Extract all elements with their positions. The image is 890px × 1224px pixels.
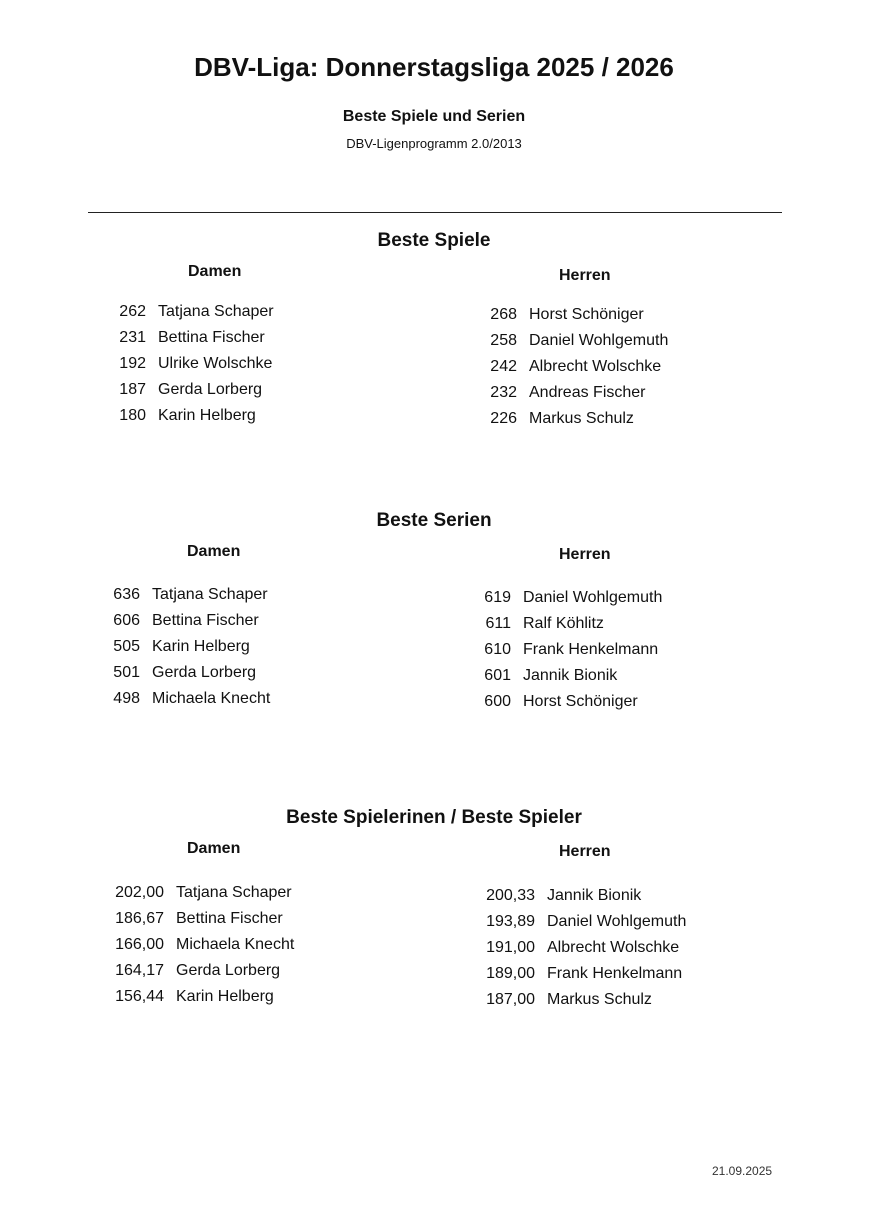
ranking-row — [477, 935, 686, 961]
player-name: Tatjana Schaper — [158, 303, 274, 320]
player-name: Markus Schulz — [547, 991, 652, 1008]
damen-list-serien — [106, 582, 270, 712]
player-name: Michaela Knecht — [152, 690, 271, 707]
damen-heading-spiele: Damen — [188, 263, 242, 280]
score-value: 191,00 — [486, 939, 535, 956]
score-value: 232 — [490, 384, 517, 401]
player-name: Michaela Knecht — [176, 936, 295, 953]
player-name: Markus Schulz — [529, 410, 634, 427]
ranking-row — [106, 608, 270, 634]
damen-heading-spieler: Damen — [187, 840, 241, 857]
player-name: Jannik Bionik — [547, 887, 642, 904]
section-title-beste-serien: Beste Serien — [376, 510, 492, 531]
player-name: Tatjana Schaper — [176, 884, 292, 901]
player-name: Bettina Fischer — [158, 329, 265, 346]
player-name: Bettina Fischer — [176, 910, 283, 927]
herren-heading-spiele: Herren — [559, 267, 611, 284]
ranking-row — [106, 634, 270, 660]
score-value: 192 — [119, 355, 146, 372]
ranking-row — [477, 663, 662, 689]
player-name: Albrecht Wolschke — [529, 358, 662, 375]
score-value: 611 — [485, 615, 511, 632]
ranking-row — [106, 686, 270, 712]
ranking-row — [112, 377, 274, 403]
player-name: Frank Henkelmann — [523, 641, 659, 658]
score-value: 226 — [490, 410, 517, 427]
ranking-row — [106, 932, 294, 958]
score-value: 186,67 — [115, 910, 164, 927]
score-value: 268 — [490, 306, 517, 323]
player-name: Albrecht Wolschke — [547, 939, 680, 956]
damen-list-spieler — [106, 880, 294, 1010]
score-value: 610 — [484, 641, 511, 658]
player-name: Gerda Lorberg — [152, 664, 257, 681]
page-subtitle: Beste Spiele und Serien — [342, 108, 526, 125]
ranking-row — [477, 611, 662, 637]
ranking-row — [483, 328, 668, 354]
ranking-row — [106, 984, 294, 1010]
ranking-row — [483, 302, 668, 328]
score-value: 193,89 — [486, 913, 535, 930]
ranking-row — [477, 909, 686, 935]
score-value: 606 — [113, 612, 140, 629]
score-value: 200,33 — [486, 887, 535, 904]
player-name: Daniel Wohlgemuth — [529, 332, 669, 349]
section-title-beste-spieler: Beste Spielerinen / Beste Spieler — [286, 807, 582, 828]
herren-list-serien — [477, 585, 662, 715]
player-name: Karin Helberg — [152, 638, 250, 655]
score-value: 600 — [484, 693, 511, 710]
score-value: 180 — [119, 407, 146, 424]
program-version: DBV-Ligenprogramm 2.0/2013 — [346, 136, 522, 151]
ranking-row — [483, 380, 668, 406]
player-name: Tatjana Schaper — [152, 586, 268, 603]
ranking-row — [477, 585, 662, 611]
player-name: Ralf Köhlitz — [523, 615, 604, 632]
ranking-row — [112, 325, 274, 351]
player-name: Horst Schöniger — [523, 693, 638, 710]
score-value: 636 — [113, 586, 140, 603]
player-name: Jannik Bionik — [523, 667, 618, 684]
damen-list-spiele — [112, 299, 274, 429]
player-name: Gerda Lorberg — [176, 962, 281, 979]
herren-heading-serien: Herren — [559, 546, 611, 563]
ranking-row — [477, 961, 686, 987]
ranking-row — [106, 660, 270, 686]
herren-list-spiele — [483, 302, 668, 432]
player-name: Bettina Fischer — [152, 612, 259, 629]
damen-heading-serien: Damen — [187, 543, 241, 560]
ranking-row — [483, 354, 668, 380]
player-name: Daniel Wohlgemuth — [523, 589, 663, 606]
page-title: DBV-Liga: Donnerstagsliga 2025 / 2026 — [194, 52, 674, 82]
player-name: Karin Helberg — [176, 988, 274, 1005]
print-date: 21.09.2025 — [712, 1164, 773, 1178]
score-value: 242 — [490, 358, 517, 375]
player-name: Frank Henkelmann — [547, 965, 683, 982]
score-value: 505 — [113, 638, 140, 655]
score-value: 501 — [113, 664, 140, 681]
score-value: 166,00 — [115, 936, 164, 953]
herren-heading-spieler: Herren — [559, 843, 611, 860]
score-value: 164,17 — [115, 962, 164, 979]
ranking-row — [477, 637, 662, 663]
score-value: 202,00 — [115, 884, 164, 901]
player-name: Horst Schöniger — [529, 306, 644, 323]
ranking-row — [106, 880, 294, 906]
ranking-row — [112, 351, 274, 377]
score-value: 187 — [119, 381, 146, 398]
player-name: Karin Helberg — [158, 407, 256, 424]
score-value: 619 — [484, 589, 511, 606]
section-title-beste-spiele: Beste Spiele — [377, 230, 491, 251]
ranking-row — [477, 689, 662, 715]
score-value: 187,00 — [486, 991, 535, 1008]
herren-list-spieler — [477, 883, 686, 1013]
ranking-row — [477, 987, 686, 1013]
score-value: 156,44 — [115, 988, 164, 1005]
score-value: 601 — [484, 667, 511, 684]
player-name: Andreas Fischer — [529, 384, 646, 401]
ranking-row — [477, 883, 686, 909]
player-name: Gerda Lorberg — [158, 381, 263, 398]
score-value: 189,00 — [486, 965, 535, 982]
header-divider — [88, 212, 782, 213]
ranking-row — [106, 582, 270, 608]
ranking-row — [106, 958, 294, 984]
score-value: 258 — [490, 332, 517, 349]
player-name: Daniel Wohlgemuth — [547, 913, 687, 930]
ranking-row — [483, 406, 668, 432]
score-value: 262 — [119, 303, 146, 320]
player-name: Ulrike Wolschke — [158, 355, 273, 372]
ranking-row — [106, 906, 294, 932]
score-value: 231 — [119, 329, 146, 346]
score-value: 498 — [113, 690, 140, 707]
ranking-row — [112, 299, 274, 325]
ranking-row — [112, 403, 274, 429]
